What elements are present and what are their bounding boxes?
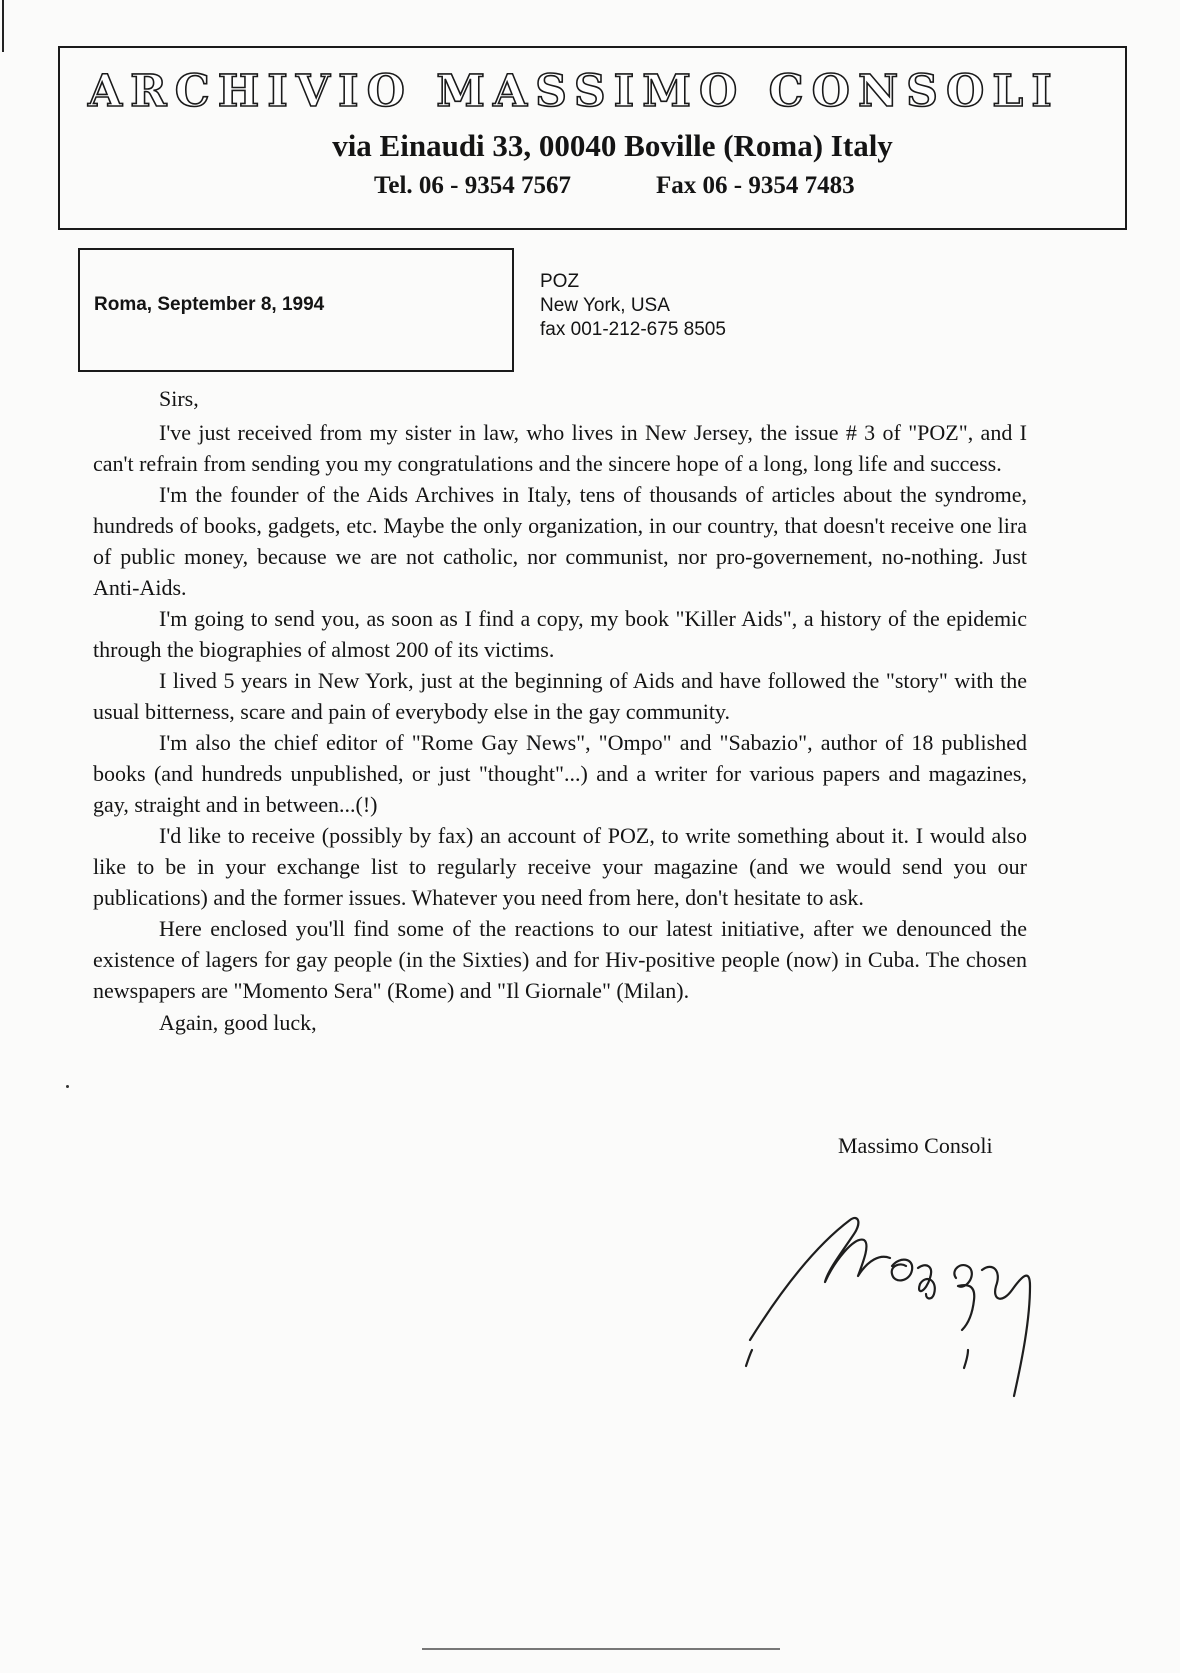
organization-address: via Einaudi 33, 00040 Boville (Roma) Italy	[332, 128, 893, 163]
date-box	[78, 248, 514, 372]
organization-fax: Fax 06 - 9354 7483	[656, 172, 855, 199]
paragraph: I'm also the chief editor of "Rome Gay News", "Ompo" and "Sabazio", author of 18 published books (and hundreds unpublished, or just "thought"...) and a writer for various papers and magazines, gay, straight and in between...(!)	[93, 730, 1027, 817]
paragraph: I lived 5 years in New York, just at the beginning of Aids and have followed the "story" with the usual bitterness, scare and pain of everybody else in the gay community.	[93, 668, 1027, 724]
stray-mark	[66, 1085, 69, 1088]
recipient-name: POZ	[540, 271, 580, 292]
signer-name: Massimo Consoli	[838, 1133, 993, 1158]
recipient-block	[540, 270, 726, 342]
paragraph: I'd like to receive (possibly by fax) an account of POZ, to write something about it. I would also like to be in your exchange list to regularly receive your magazine (and we would send you our publications) and the former issues. Whatever you need from here, don't hesitate to ask.	[93, 823, 1027, 910]
letter-body	[93, 383, 1027, 1038]
recipient-location: New York, USA	[540, 295, 670, 316]
paragraph: I'm going to send you, as soon as I find a copy, my book "Killer Aids", a history of the epidemic through the biographies of almost 200 of its victims.	[93, 606, 1027, 662]
footer-line	[422, 1648, 780, 1650]
recipient-fax: fax 001-212-675 8505	[540, 319, 726, 340]
salutation: Sirs,	[159, 386, 199, 411]
letterhead-box	[58, 46, 1127, 230]
handwritten-signature	[730, 1200, 1070, 1420]
paragraph: Here enclosed you'll find some of the reactions to our latest initiative, after we denounced the existence of lagers for gay people (in the Sixties) and for Hiv-positive people (now) in Cuba. The chosen newspapers are "Momento Sera" (Rome) and "Il Giornale" (Milan).	[93, 916, 1027, 1003]
scan-edge-line	[2, 0, 4, 52]
paragraph: I've just received from my sister in law, who lives in New Jersey, the issue # 3 of "POZ", and I can't refrain from sending you my congratulations and the sincere hope of a long, long life and success.	[93, 420, 1027, 476]
organization-name: ARCHIVIO MASSIMO CONSOLI	[88, 66, 1060, 117]
organization-phone: Tel. 06 - 9354 7567	[374, 172, 571, 199]
paragraph: I'm the founder of the Aids Archives in Italy, tens of thousands of articles about the syndrome, hundreds of books, gadgets, etc. Maybe the only organization, in our country, that doesn't receive one lira of public money, because we are not catholic, nor communist, nor pro-governement, no-nothing. Just Anti-Aids.	[93, 482, 1027, 600]
closing: Again, good luck,	[159, 1010, 317, 1035]
letter-date: Roma, September 8, 1994	[94, 294, 325, 315]
